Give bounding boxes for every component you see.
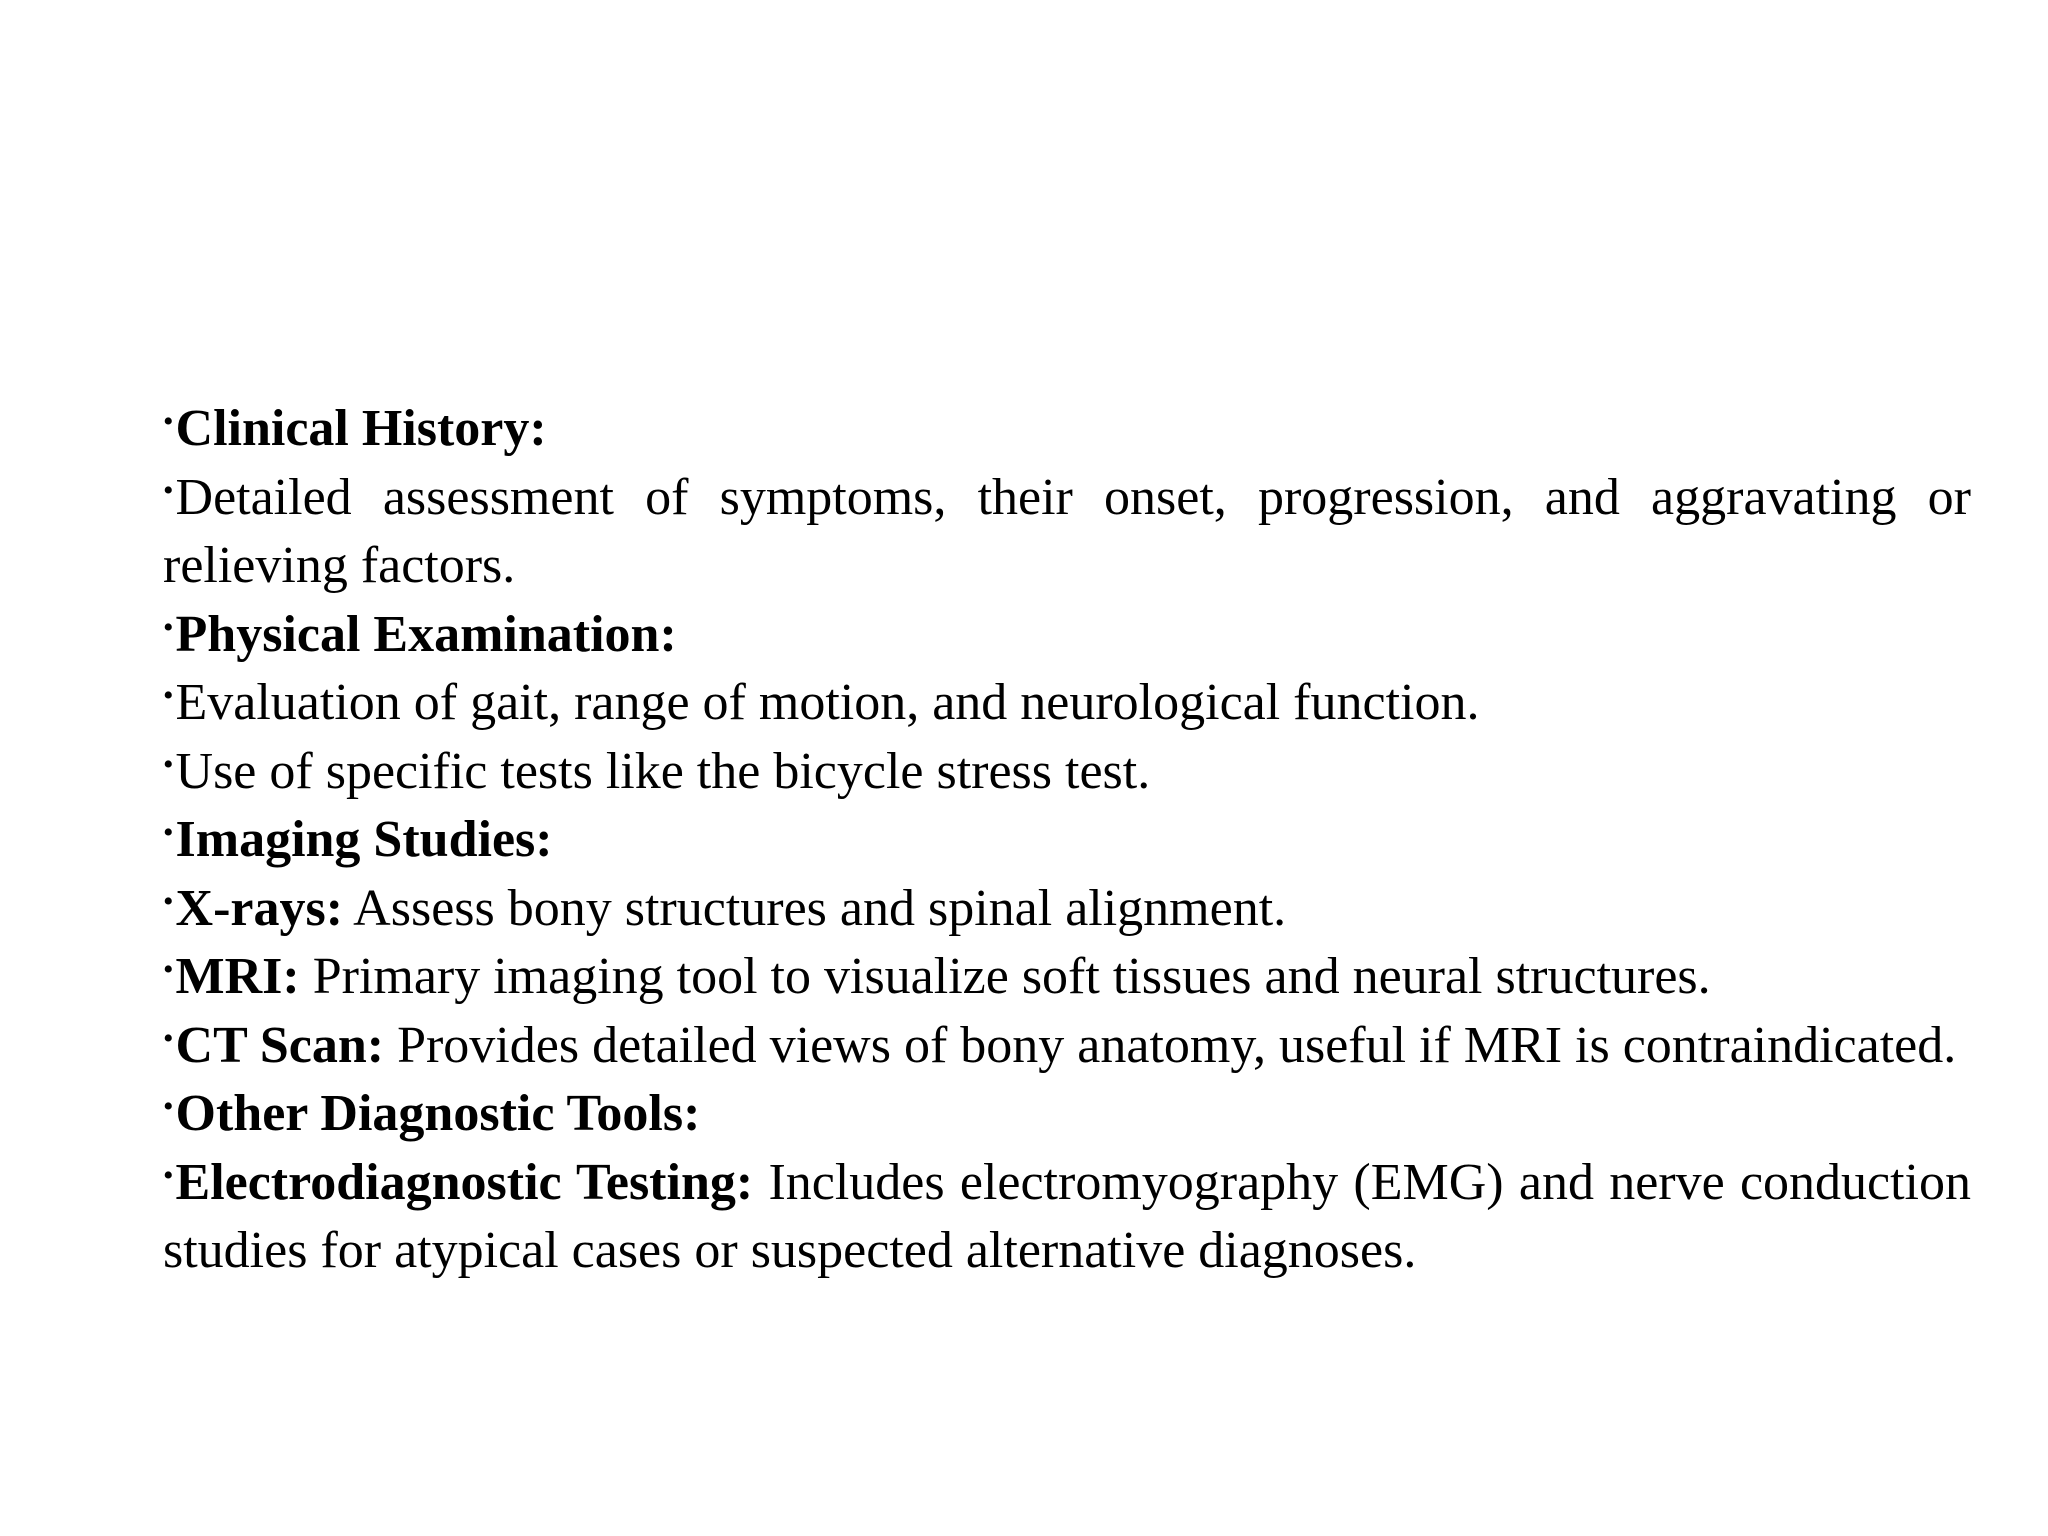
item-label: Imaging Studies:: [175, 811, 553, 868]
bullet-icon: •: [163, 884, 174, 918]
point-electrodiagnostic-testing: [163, 1149, 1971, 1286]
item-text: Evaluation of gait, range of motion, and neurological function.: [175, 674, 1480, 731]
bullet-icon: •: [163, 610, 174, 644]
item-label: CT Scan:: [175, 1016, 385, 1074]
item-text: Detailed assessment of symptoms, their onset, progression, and aggravating or relieving factors.: [163, 468, 1971, 594]
point-mri: [163, 943, 1971, 1012]
item-text: Primary imaging tool to visualize soft tissues and neural structures.: [299, 948, 1711, 1005]
item-label: Other Diagnostic Tools:: [175, 1085, 701, 1142]
item-label: X-rays:: [175, 879, 344, 937]
item-label: Physical Examination:: [175, 605, 677, 663]
item-label: MRI:: [175, 948, 300, 1005]
bullet-icon: •: [163, 1090, 174, 1123]
point-evaluation-of-gait: [163, 669, 1971, 738]
bullet-icon: •: [163, 1158, 174, 1192]
bullet-icon: •: [163, 1021, 174, 1055]
item-text: Assess bony structures and spinal alignment.: [343, 879, 1287, 937]
bullet-icon: •: [163, 953, 174, 986]
bullet-icon: •: [163, 679, 174, 712]
point-detailed-assessment: [163, 464, 1971, 601]
heading-clinical-history: [163, 395, 1971, 464]
point-ct-scan: [163, 1012, 1971, 1081]
item-label: Clinical History:: [175, 400, 547, 457]
item-text: Use of specific tests like the bicycle stress test.: [175, 742, 1151, 800]
bullet-icon: •: [163, 747, 174, 781]
bullet-icon: •: [163, 816, 174, 849]
heading-other-diagnostic-tools: [163, 1080, 1971, 1149]
item-text: Includes electromyography (EMG) and nerve conduction studies for atypical cases or suspected alternative diagnoses.: [163, 1153, 1971, 1279]
bullet-icon: •: [163, 405, 174, 438]
item-label: Electrodiagnostic Testing:: [175, 1153, 754, 1211]
item-text: Provides detailed views of bony anatomy, useful if MRI is contraindicated.: [384, 1016, 1957, 1074]
point-x-rays: [163, 875, 1971, 944]
heading-imaging-studies: [163, 806, 1971, 875]
heading-physical-examination: [163, 601, 1971, 670]
point-bicycle-stress-test: [163, 738, 1971, 807]
bullet-icon: •: [163, 473, 174, 507]
slide-body: [163, 395, 1971, 1286]
